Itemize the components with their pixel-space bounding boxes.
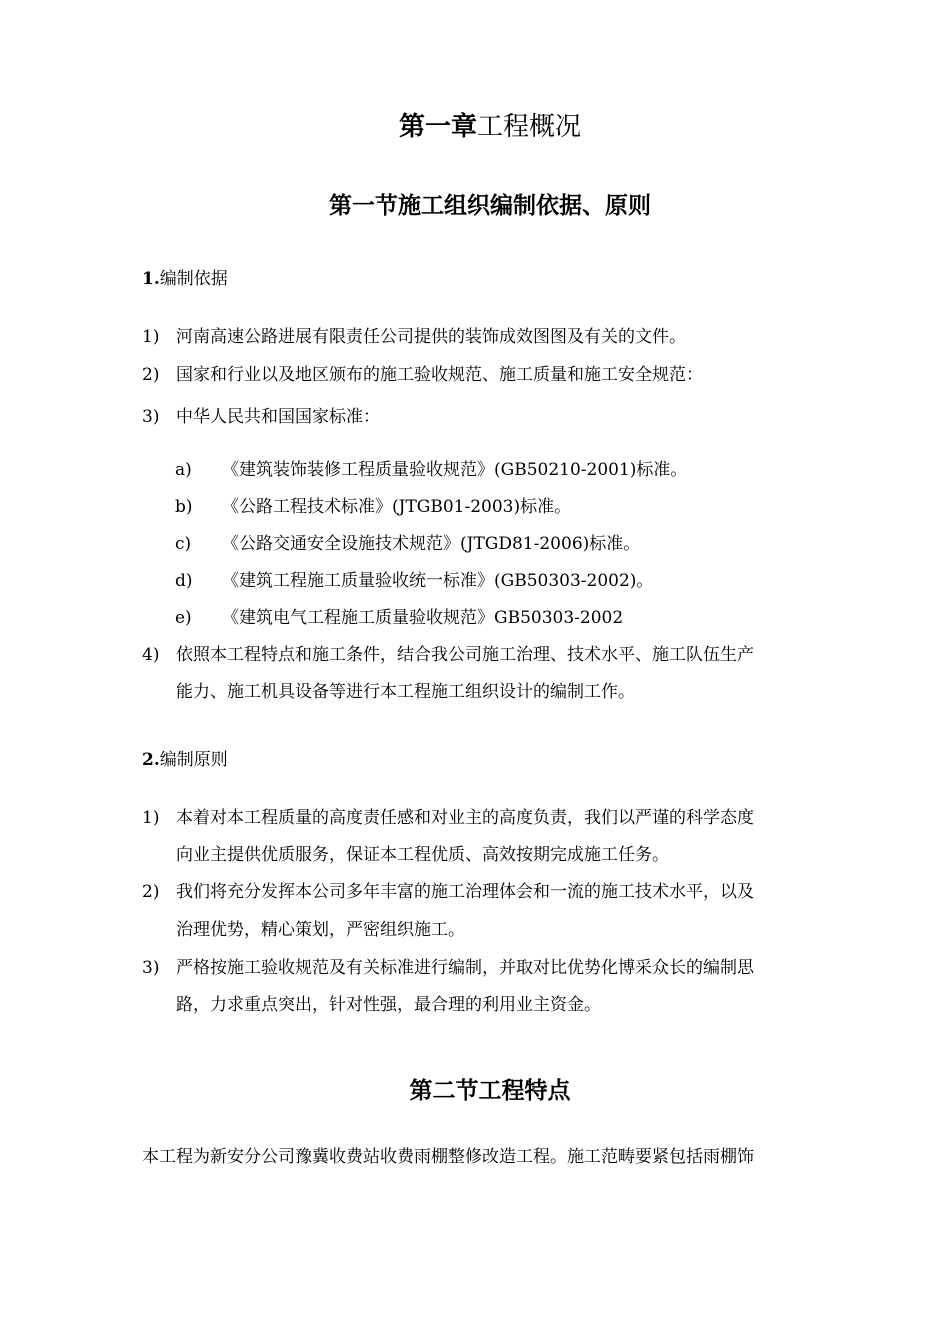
list-item-num: 3) — [142, 407, 160, 427]
standard-item-num: c) — [175, 534, 192, 554]
standard-item-num: b) — [175, 497, 193, 517]
basis-heading — [142, 267, 228, 291]
principles-heading-num: 2. — [142, 750, 160, 770]
standard-item-num: d) — [175, 571, 193, 591]
basis-heading-text: 编制依据 — [159, 269, 228, 289]
list-item-text: 治理优势，精心策划，严密组织施工。 — [176, 920, 465, 940]
list-item-text: 国家和行业以及地区颁布的施工验收规范、施工质量和施工安全规范： — [176, 365, 703, 385]
section1-title: 第一节施工组织编制依据、原则 — [329, 193, 651, 219]
list-item-num: 2) — [142, 365, 160, 385]
list-item-text: 依照本工程特点和施工条件，结合我公司施工治理、技术水平、施工队伍生产 — [176, 645, 754, 665]
list-item-num: 3) — [142, 958, 160, 978]
list-item-text: 本着对本工程质量的高度责任感和对业主的高度负责，我们以严谨的科学态度 — [176, 808, 754, 828]
list-item-text: 我们将充分发挥本公司多年丰富的施工治理体会和一流的施工技术水平，以及 — [176, 882, 754, 902]
standard-item-num: e) — [175, 608, 192, 628]
chapter-title-text: 工程概况 — [477, 112, 582, 142]
list-item-num: 1) — [142, 808, 160, 828]
principles-heading-text: 编制原则 — [159, 750, 228, 770]
standard-item-text: 《公路交通安全设施技术规范》(JTGD81-2006)标准。 — [222, 534, 641, 554]
standard-item-text: 《建筑工程施工质量验收统一标准》(GB50303-2002)。 — [222, 571, 654, 591]
list-item-text: 中华人民共和国国家标准： — [176, 407, 380, 427]
list-item-text: 向业主提供优质服务，保证本工程优质、高效按期完成施工任务。 — [176, 845, 669, 865]
standard-item-text: 《建筑装饰装修工程质量验收规范》(GB50210-2001)标准。 — [222, 460, 688, 480]
list-item-num: 1) — [142, 327, 160, 347]
chapter-title — [0, 108, 950, 146]
list-item-text: 路，力求重点突出，针对性强，最合理的利用业主资金。 — [176, 995, 601, 1015]
standard-item-num: a) — [175, 460, 192, 480]
standard-item-text: 《建筑电气工程施工质量验收规范》GB50303-2002 — [222, 608, 624, 628]
list-item-num: 2) — [142, 882, 160, 902]
basis-heading-num: 1. — [142, 269, 160, 289]
standard-item-text: 《公路工程技术标准》(JTGB01-2003)标准。 — [222, 497, 572, 517]
list-item-num: 4) — [142, 645, 160, 665]
list-item-text: 严格按施工验收规范及有关标准进行编制，并取对比优势化博采众长的编制思 — [176, 958, 754, 978]
principles-heading — [142, 748, 228, 772]
list-item-text: 能力、施工机具设备等进行本工程施工组织设计的编制工作。 — [176, 682, 635, 702]
list-item-text: 河南高速公路进展有限责任公司提供的装饰成效图图及有关的文件。 — [176, 327, 686, 347]
chapter-prefix: 第一章 — [398, 112, 477, 142]
section2-paragraph: 本工程为新安分公司豫冀收费站收费雨棚整修改造工程。施工范畴要紧包括雨棚饰 — [142, 1147, 754, 1167]
section2-title: 第二节工程特点 — [409, 1078, 571, 1104]
